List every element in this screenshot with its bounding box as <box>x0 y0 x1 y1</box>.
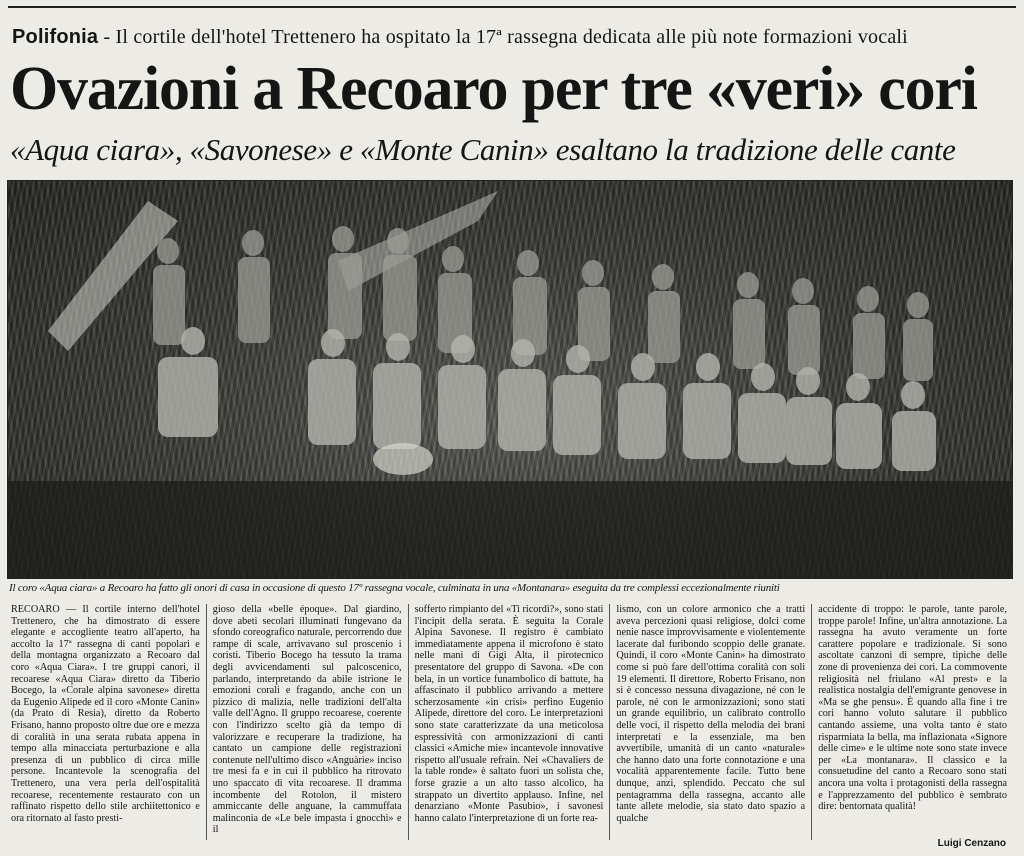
body-column-2 <box>206 604 408 840</box>
subheadline: «Aqua ciara», «Savonese» e «Monte Canin» esaltano la tradizione delle cante <box>10 132 956 167</box>
headline: Ovazioni a Recoaro per tre «veri» cori <box>10 55 977 123</box>
section-label: Polifonia <box>12 26 99 48</box>
column-text: sofferto rimpianto del «Ti ricordi?», sono stati l'incipit della serata. È seguita la Corale Alpina Savonese. Il registro è cambiato immediatamente appena il microfono è stato nelle mani di Gigi Alta, il pirotecnico presentatore del gruppo di Savona. «De con bela, in un vortice funambolico di battute, ha affascinato il pubblico arrivando a mettere scherzosamente «in crisi» perfino Eugenio Alipede, direttore del coro. Le interpretazioni sono state caratterizzate da una meticolosa espressività con armonizzazioni di canti classici «Amiche mie» incantevole innovative rispetto all'usuale refrain. Nei «Chavaliers de la table ronde» è saltato fuori un solista che, forse grazie a un alto tasso alcolico, ha strappato un divertito applauso. Infine, nel denarziano «Monte Pasubio», i savonesi hanno calato l'interpretazione di un forte rea- <box>414 604 604 824</box>
top-rule <box>8 6 1016 8</box>
column-text: accidente di troppo: le parole, tante parole, troppe parole! Infine, un'altra annotazione. La rassegna ha avuto veramente un forte carattere popolare e tradizionale. Si sono ascoltate canzoni di sempre, tipiche delle zone di provenienza dei cori. La commovente religiosità nel friulano «Al prest» e la realistica nostalgia dell'emigrante genovese in «Ma se ghe pensu». È quando alla fine i tre cori hanno voluto salutare il pubblico cantando assieme, una volta tanto è stato risparmiata la bella, ma inflazionata «Signore delle cime» e le ultime note sono state invece per «La montanara». Il classico e la consuetudine del canto a Recoaro sono stati ancora una volta i protagonisti della rassegna e l'apprezzamento del pubblico è sembrato dire: bentornata qualità! <box>818 604 1007 813</box>
body-column-4 <box>609 604 811 840</box>
choir-photo <box>7 180 1013 579</box>
body-column-1 <box>9 604 206 840</box>
body-column-3 <box>408 604 610 840</box>
kicker-text: - Il cortile dell'hotel Trettenero ha ospitato la 17ª rassegna dedicata alle più note formazioni vocali <box>98 26 908 48</box>
kicker-line <box>12 26 1012 52</box>
choir-photo-drawing <box>8 181 1012 578</box>
author-signature: Luigi Cenzano <box>937 838 1006 849</box>
column-text: RECOARO — Il cortile interno dell'hotel Trettenero, che ha dimostrato di essere elegante e accogliente teatro all'aperto, ha accolto la 17ª rassegna di canti popolari e della montagna organizzato a Recoaro dal coro «Aqua Ciara». I tre gruppi canori, il recoarese «Aqua Ciara» diretto da Tiberio Bocego, la «Corale alpina savonese» diretta da Eugenio Alipede ed il coro «Monte Canin» (da Prato di Resia), diretto da Roberto Frisano, hanno proposto oltre due ore e mezza di coralità in una serata rubata appena in tempo alla minacciata perturbazione e alla presenza di un pubblico di circa mille persone. Incantevole la scenografia del Trettenero, una vera perla dell'ospitalità recoarese, recentemente restaurato con un raffinato rispetto dello stile archiitettonico e ora ritornato al fasto presti- <box>11 604 200 824</box>
column-text: gioso della «belle époque». Dal giardino, dove abeti secolari illuminati fungevano da sfondo coreografico naturale, percorrendo due rampe di scale, arrivavano sul proscenio i coristi. Tiberio Bocego ha tessuto la trama degli avvicendamenti sul palcoscenico, parlando, interpretando da abile istrione le emozioni corali e fragando, anche con un pizzico di malizia, nelle tradizioni dell'alta valle dell'Agno. Il gruppo recoarese, coerente con l'indirizzo scelto già da tempo di valorizzare e recuperare la tradizione, ha cantato un campione delle registrazioni contenute nell'ultimo disco «Anguàrie» inciso tre mesi fa e in cui il pubblico ha ritrovato uno spaccato di vita recoarese. Il dramma incombente del Rotolon, il mistero ammiccante delle anguane, la cammuffata malinconia de «Le bele impasta i gnocchi» e il <box>212 604 402 836</box>
column-text: lismo, con un colore armonico che a tratti aveva percezioni quasi religiose, dolci come nenie nasce improvvisamente e violentemente lacerate dal furibondo scoppio delle granate. Quindi, il coro «Monte Canin» ha dimostrato come si può fare dell'ottima coralità con soli 19 elementi. Il direttore, Roberto Frisano, non si è concesso nessuna divagazione, né con le parole, né con le armonizzazioni; sono stati un grande equilibrio, un calibrato controllo delle voci, il rispetto della melodia dei brani interpretati e la essenziale, ma ben avvertibile, umanità di un canto «naturale» che hanno dato una forte connotazione e una vocalità apparentemente facile. Tutto bene dunque, anzi, splendido. Peccato che sul pentagramma della rassegna, accanto alle tante allete melodie, sia stato dato spazio a qualche <box>616 604 806 824</box>
body-column-5 <box>811 604 1013 840</box>
article-body <box>9 604 1013 840</box>
photo-caption: Il coro «Aqua ciara» a Recoaro ha fatto gli onori di casa in occasione di questo 17º rassegna vocale, culminata in una «Montanara» eseguita da tre complessi eccezionalmente riuniti <box>9 582 780 594</box>
